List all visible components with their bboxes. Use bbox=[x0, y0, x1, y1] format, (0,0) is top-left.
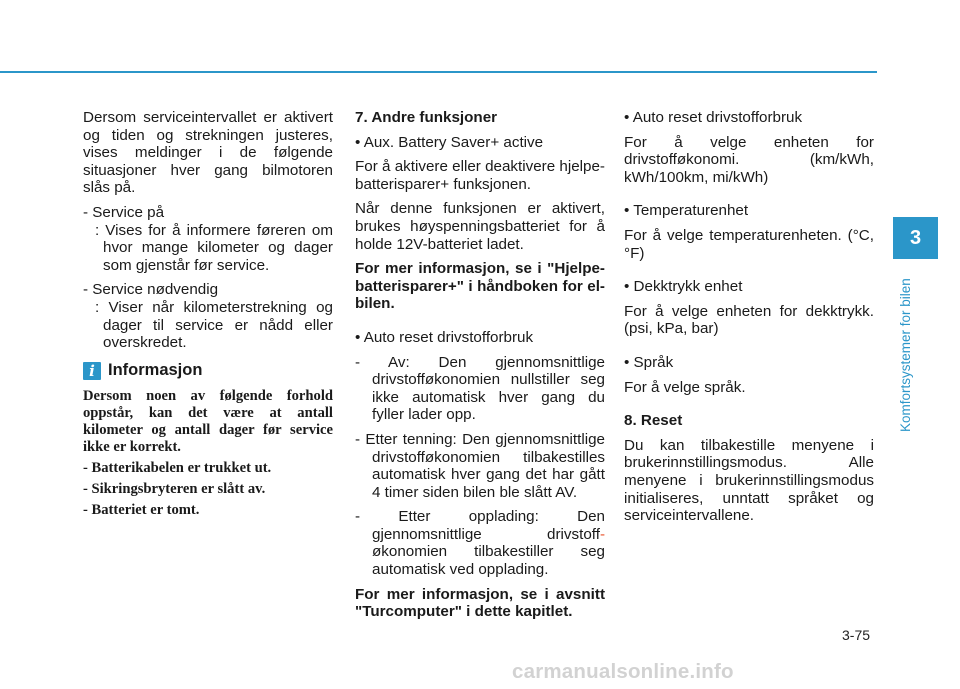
service-on-title: - Service på bbox=[83, 203, 165, 221]
bold-note: For mer informasjon, se i "Hjelpe-batterisparer+" i håndboken for el-bilen. bbox=[355, 260, 605, 313]
chapter-tab: 3 bbox=[893, 217, 938, 259]
dash-item: - Av: Den gjennomsnittlige drivstofføkonomien nullstiller seg ikke automatisk hver gang du fyller lader opp. bbox=[355, 353, 605, 424]
section-heading: 7. Andre funksjoner bbox=[355, 109, 498, 126]
paragraph: For å aktivere eller deaktivere hjelpe-batterisparer+ funksjonen. bbox=[355, 158, 605, 193]
chapter-label: Komfortsystemer for bilen bbox=[898, 278, 913, 432]
service-on-text: : Vises for å informere føreren om hvor mange kilometer og dager som gjenstår før service. bbox=[95, 221, 333, 274]
hyphen: - bbox=[599, 525, 605, 543]
page-number: 3-75 bbox=[842, 627, 871, 643]
intro-paragraph: Dersom serviceintervallet er aktivert og tiden og strekningen justeres, vises meldinger i de følgende situasjoner hver gang bilmotoren slås på. bbox=[83, 109, 333, 197]
info-icon: i bbox=[83, 362, 101, 380]
bullet-temperature: • Temperaturenhet bbox=[624, 202, 749, 220]
info-title: Informasjon bbox=[108, 360, 203, 379]
info-box bbox=[83, 388, 333, 519]
dash-item: - Etter tenning: Den gjennomsnittlige drivstofføkonomien tilbakestilles automatisk hver gang det har gått 4 timer siden bilen ble slått AV. bbox=[355, 430, 605, 501]
paragraph: For å velge temperaturenheten. (°C,°F) bbox=[624, 226, 874, 262]
section-heading: 8. Reset bbox=[624, 412, 683, 430]
column-1 bbox=[83, 109, 333, 523]
watermark: carmanualsonline.info bbox=[512, 660, 734, 683]
dash-item-text: økonomien tilbakestiller seg automatisk ved opplading. bbox=[372, 543, 605, 579]
dash-item bbox=[355, 508, 605, 578]
service-needed-title: - Service nødvendig bbox=[83, 281, 219, 299]
info-item: - Batterikabelen er trukket ut. bbox=[83, 459, 272, 476]
info-text: Dersom noen av følgende forhold oppstår, kan det være at antall kilometer og antall dager før service ikke er korrekt. bbox=[83, 387, 333, 455]
dash-item-text: - Etter opplading: Den gjennomsnittlige drivstoff bbox=[355, 508, 605, 543]
info-item: - Sikringsbryteren er slått av. bbox=[83, 480, 266, 497]
service-needed-text: : Viser når kilometerstrekning og dager til service er nådd eller overskredet. bbox=[95, 298, 333, 352]
paragraph: For å velge enheten for dekktrykk. (psi, kPa, bar) bbox=[624, 302, 874, 338]
paragraph: For å velge språk. bbox=[624, 378, 746, 396]
info-header bbox=[83, 362, 333, 380]
column-3 bbox=[624, 109, 874, 532]
bullet-auto-reset: • Auto reset drivstofforbruk bbox=[624, 109, 803, 126]
bullet-aux-battery: • Aux. Battery Saver+ active bbox=[355, 133, 544, 151]
paragraph: Du kan tilbakestille menyene i brukerinnstillingsmodus. Alle menyene i brukerinnstillingsmodus initialiseres, unntatt språket og serviceintervallene. bbox=[624, 436, 874, 525]
paragraph: Når denne funksjonen er aktivert, brukes høyspenningsbatteriet for å holde 12V-batteriet ladet. bbox=[355, 200, 605, 253]
bullet-tyre-pressure: • Dekktrykk enhet bbox=[624, 278, 743, 296]
bullet-language: • Språk bbox=[624, 353, 674, 371]
paragraph: For å velge enheten for drivstofføkonomi. (km/kWh, kWh/100km, mi/kWh) bbox=[624, 133, 874, 186]
bullet-auto-reset: • Auto reset drivstofforbruk bbox=[355, 328, 534, 346]
bold-note: For mer informasjon, se i avsnitt "Turcomputer" i dette kapitlet. bbox=[355, 585, 605, 621]
header-rule bbox=[0, 71, 877, 73]
info-item: - Batteriet er tomt. bbox=[83, 501, 200, 518]
column-2 bbox=[355, 109, 605, 628]
